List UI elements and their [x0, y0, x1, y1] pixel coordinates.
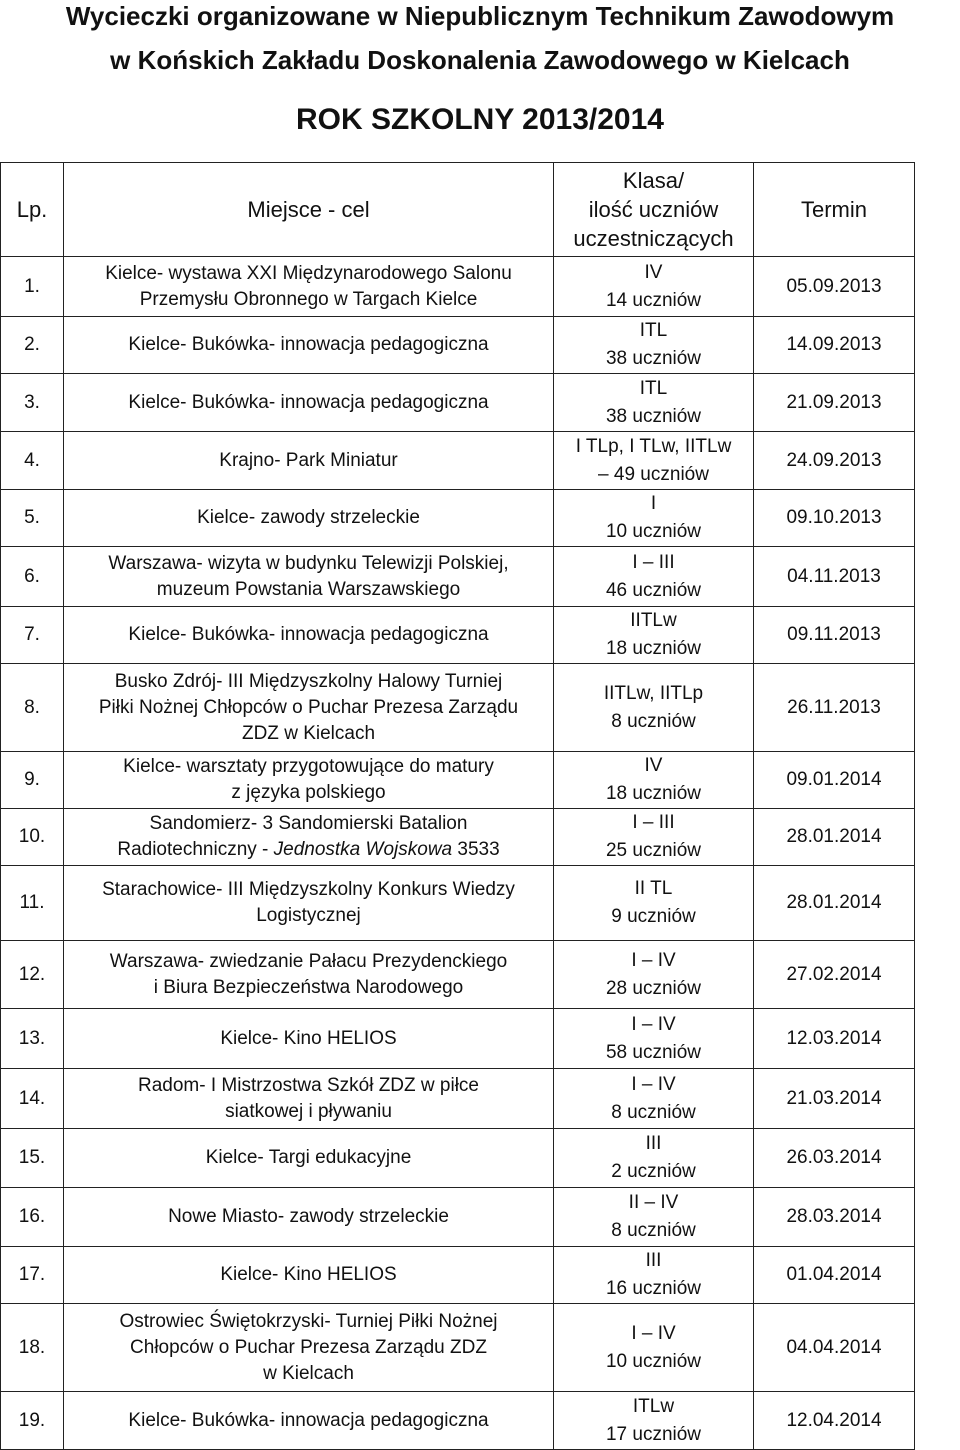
class-name: IITLw, IITLp [603, 682, 704, 704]
place-line: Kielce- Bukówka- innowacja pedagogiczna [128, 624, 489, 645]
row-term: 12.03.2014 [754, 1009, 915, 1069]
row-class [554, 1188, 754, 1247]
class-name: I – IV [631, 1013, 676, 1035]
table-row [1, 374, 915, 432]
header-place: Miejsce - cel [64, 163, 554, 257]
participant-count: 14 uczniów [605, 289, 702, 311]
participant-count: 16 uczniów [605, 1278, 702, 1299]
table-row [1, 1188, 915, 1247]
row-term: 05.09.2013 [754, 257, 915, 317]
table-row [1, 664, 915, 752]
place-line: Busko Zdrój- III Międzyszkolny Halowy Turniej [114, 670, 503, 692]
row-class [554, 317, 754, 374]
row-lp: 6. [1, 547, 64, 607]
place-line: Kielce- Kino HELIOS [220, 1027, 397, 1049]
table-row [1, 607, 915, 664]
row-lp: 10. [1, 809, 64, 866]
row-class [554, 1069, 754, 1129]
row-term: 04.11.2013 [754, 547, 915, 607]
participant-count: 17 uczniów [605, 1423, 702, 1445]
row-term: 12.04.2014 [754, 1392, 915, 1450]
header-class-line-1: Klasa/ [622, 168, 685, 193]
row-class [554, 607, 754, 664]
table-row [1, 547, 915, 607]
row-place [64, 317, 554, 374]
header-class [554, 163, 754, 257]
class-name: IITLw [630, 610, 677, 631]
table-row [1, 809, 915, 866]
participant-count: 18 uczniów [605, 638, 702, 659]
class-name: I – IV [631, 1322, 676, 1344]
place-line: Kielce- Bukówka- innowacja pedagogiczna [128, 1409, 489, 1431]
place-line: Kielce- Kino HELIOS [220, 1264, 397, 1285]
row-class [554, 664, 754, 752]
row-class [554, 432, 754, 490]
row-place [64, 547, 554, 607]
participant-count: 58 uczniów [605, 1041, 702, 1063]
participant-count: 38 uczniów [605, 348, 702, 369]
row-term: 21.09.2013 [754, 374, 915, 432]
row-class [554, 1392, 754, 1450]
row-term: 27.02.2014 [754, 941, 915, 1009]
row-class [554, 1304, 754, 1392]
row-place [64, 1304, 554, 1392]
place-line: Kielce- zawody strzeleckie [197, 507, 420, 528]
participant-count: 25 uczniów [605, 840, 702, 861]
class-name: IV [644, 755, 663, 776]
row-term: 09.11.2013 [754, 607, 915, 664]
table-row [1, 1392, 915, 1450]
class-name: II – IV [628, 1192, 679, 1213]
place-line: Kielce- Bukówka- innowacja pedagogiczna [128, 334, 489, 355]
row-class [554, 809, 754, 866]
place-line: Chłopców o Puchar Prezesa Zarządu ZDZ [130, 1336, 487, 1358]
row-place [64, 607, 554, 664]
place-line: Kielce- warsztaty przygotowujące do matury [123, 756, 494, 777]
row-lp: 4. [1, 432, 64, 490]
participant-count: 10 uczniów [605, 1350, 702, 1372]
place-line: Kielce- wystawa XXI Międzynarodowego Salonu [105, 262, 512, 284]
row-lp: 1. [1, 257, 64, 317]
row-lp: 13. [1, 1009, 64, 1069]
row-place [64, 1009, 554, 1069]
participant-count: 8 uczniów [611, 1220, 696, 1241]
place-text: Radiotechniczny - [117, 839, 274, 860]
place-line: Kielce- Targi edukacyjne [205, 1147, 412, 1168]
place-line [70, 837, 547, 863]
header-class-line-2: ilość uczniów [588, 197, 719, 222]
class-name: I – III [632, 551, 675, 573]
place-line: siatkowej i pływaniu [225, 1100, 392, 1122]
row-lp: 8. [1, 664, 64, 752]
trips-table [0, 162, 915, 1450]
participant-count: 9 uczniów [611, 906, 696, 927]
participant-count: 46 uczniów [605, 579, 702, 601]
place-line: Radom- I Mistrzostwa Szkół ZDZ w piłce [137, 1074, 479, 1096]
participant-count: 2 uczniów [611, 1161, 696, 1182]
row-place [64, 1069, 554, 1129]
participant-count: 8 uczniów [611, 710, 696, 732]
row-class [554, 490, 754, 547]
row-lp: 11. [1, 866, 64, 941]
table-row [1, 1009, 915, 1069]
place-line: Starachowice- III Międzyszkolny Konkurs Wiedzy [102, 879, 515, 900]
table-row [1, 866, 915, 941]
row-place [64, 809, 554, 866]
row-term: 09.10.2013 [754, 490, 915, 547]
row-class [554, 374, 754, 432]
participant-count: 28 uczniów [605, 977, 702, 999]
table-row [1, 317, 915, 374]
participant-count: 18 uczniów [605, 783, 702, 804]
place-line: ZDZ w Kielcach [241, 722, 376, 744]
row-term: 04.04.2014 [754, 1304, 915, 1392]
class-name: I – IV [631, 949, 676, 971]
class-name: III [645, 1133, 662, 1154]
place-line: Warszawa- zwiedzanie Pałacu Prezydenckiego [109, 950, 508, 972]
row-place [64, 1247, 554, 1304]
participant-count: – 49 uczniów [598, 463, 709, 485]
title-line-2: w Końskich Zakładu Doskonalenia Zawodowego w Kielcach [110, 45, 850, 75]
class-name: III [645, 1250, 662, 1271]
class-name: I – IV [631, 1073, 676, 1095]
class-name: I TLp, I TLw, IITLw [575, 435, 732, 457]
row-lp: 5. [1, 490, 64, 547]
class-name: ITL [639, 320, 668, 341]
row-lp: 3. [1, 374, 64, 432]
place-line: Przemysłu Obronnego w Targach Kielce [139, 288, 478, 310]
place-line: Piłki Nożnej Chłopców o Puchar Prezesa Zarządu [98, 696, 519, 718]
row-class [554, 866, 754, 941]
table-row [1, 1069, 915, 1129]
place-text-italic: Jednostka Wojskowa [273, 839, 453, 860]
row-term: 24.09.2013 [754, 432, 915, 490]
table-row [1, 432, 915, 490]
row-term: 26.03.2014 [754, 1129, 915, 1188]
place-line: Krajno- Park Miniatur [219, 449, 398, 471]
participant-count: 8 uczniów [611, 1101, 696, 1123]
row-place [64, 432, 554, 490]
header-term: Termin [754, 163, 915, 257]
place-line: z języka polskiego [231, 782, 386, 803]
row-place [64, 1129, 554, 1188]
row-lp: 12. [1, 941, 64, 1009]
header-class-line-3: uczestniczących [573, 226, 734, 251]
table-row [1, 490, 915, 547]
row-class [554, 547, 754, 607]
row-term: 21.03.2014 [754, 1069, 915, 1129]
row-place [64, 257, 554, 317]
row-class [554, 1009, 754, 1069]
table-row [1, 1129, 915, 1188]
class-name: IV [644, 261, 663, 283]
row-term: 26.11.2013 [754, 664, 915, 752]
place-line: Nowe Miasto- zawody strzeleckie [168, 1206, 449, 1227]
row-lp: 14. [1, 1069, 64, 1129]
class-name: II TL [634, 878, 673, 899]
class-name: ITL [639, 377, 668, 399]
table-header-row [1, 163, 915, 257]
row-lp: 9. [1, 752, 64, 809]
row-class [554, 1247, 754, 1304]
row-term: 28.01.2014 [754, 866, 915, 941]
row-class [554, 257, 754, 317]
place-line: w Kielcach [263, 1362, 354, 1384]
row-lp: 15. [1, 1129, 64, 1188]
row-term: 28.01.2014 [754, 809, 915, 866]
participant-count: 10 uczniów [605, 521, 702, 542]
row-place [64, 752, 554, 809]
row-place [64, 664, 554, 752]
header-lp: Lp. [1, 163, 64, 257]
row-lp: 16. [1, 1188, 64, 1247]
row-lp: 7. [1, 607, 64, 664]
row-place [64, 866, 554, 941]
table-row [1, 1247, 915, 1304]
row-term: 01.04.2014 [754, 1247, 915, 1304]
row-place [64, 490, 554, 547]
place-line: i Biura Bezpieczeństwa Narodowego [153, 976, 464, 998]
place-line: Ostrowiec Świętokrzyski- Turniej Piłki Nożnej [119, 1310, 498, 1332]
class-name: ITLw [632, 1395, 675, 1417]
row-place [64, 1392, 554, 1450]
row-class [554, 941, 754, 1009]
row-lp: 19. [1, 1392, 64, 1450]
place-text: 3533 [452, 839, 500, 860]
table-row [1, 752, 915, 809]
row-lp: 18. [1, 1304, 64, 1392]
place-line: Logistycznej [256, 905, 361, 926]
row-class [554, 1129, 754, 1188]
school-year: ROK SZKOLNY 2013/2014 [296, 103, 664, 136]
place-line: Kielce- Bukówka- innowacja pedagogiczna [128, 391, 489, 413]
row-place [64, 1188, 554, 1247]
row-term: 09.01.2014 [754, 752, 915, 809]
place-line: Sandomierz- 3 Sandomierski Batalion [149, 813, 468, 834]
row-class [554, 752, 754, 809]
row-lp: 17. [1, 1247, 64, 1304]
row-place [64, 374, 554, 432]
row-place [64, 941, 554, 1009]
title-line-1: Wycieczki organizowane w Niepublicznym Technikum Zawodowym [65, 1, 895, 31]
row-term: 28.03.2014 [754, 1188, 915, 1247]
place-line: muzeum Powstania Warszawskiego [156, 578, 461, 600]
table-row [1, 1304, 915, 1392]
table-row [1, 941, 915, 1009]
place-line: Warszawa- wizyta w budynku Telewizji Polskiej, [108, 552, 509, 574]
participant-count: 38 uczniów [605, 405, 702, 427]
row-term: 14.09.2013 [754, 317, 915, 374]
row-lp: 2. [1, 317, 64, 374]
table-row [1, 257, 915, 317]
class-name: I – III [632, 812, 675, 833]
class-name: I [650, 493, 657, 514]
